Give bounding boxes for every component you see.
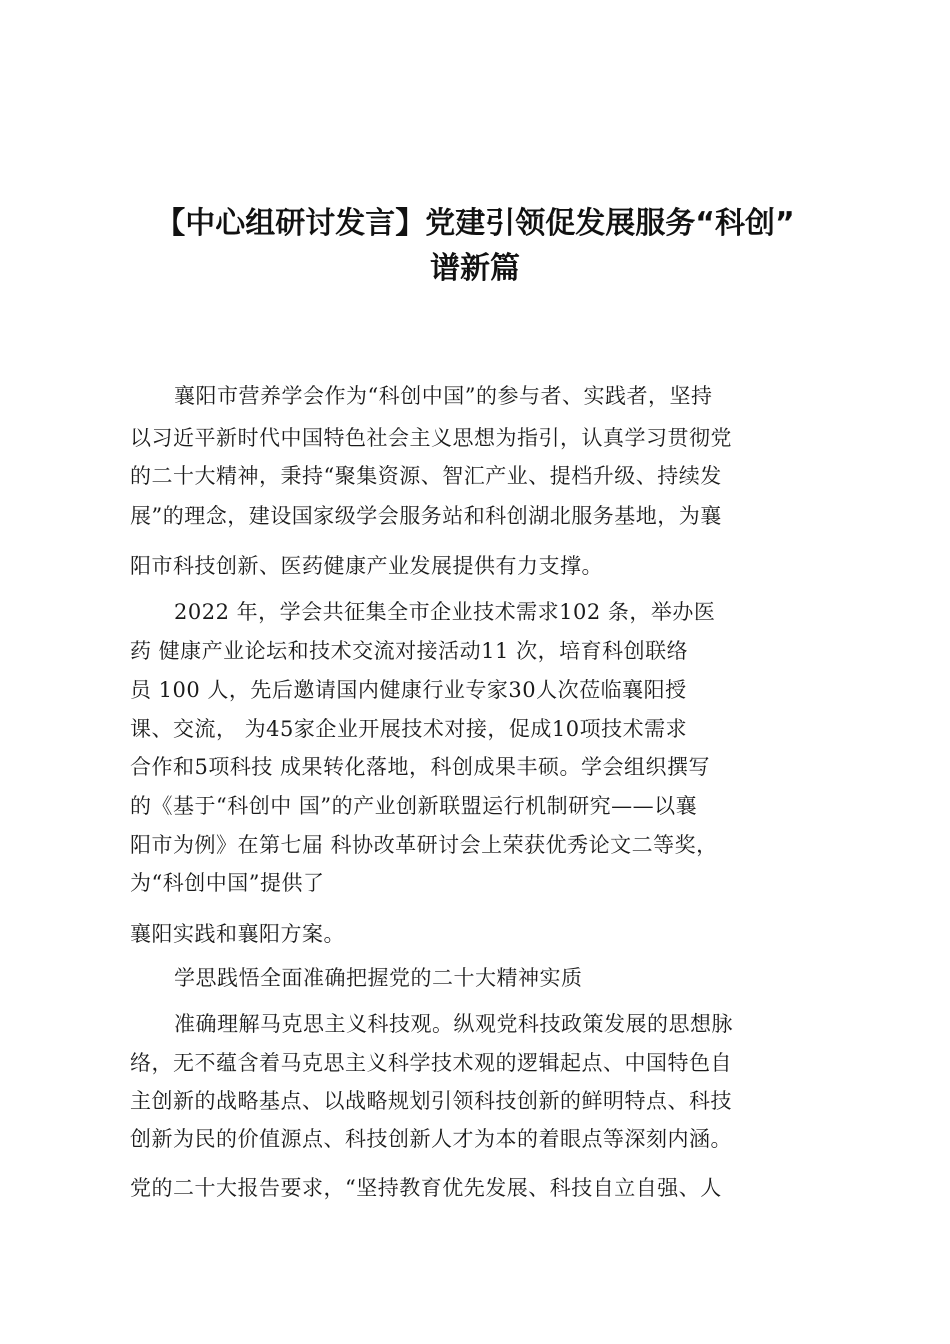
document-title-line-2: 谱新篇 bbox=[430, 251, 520, 286]
paragraph-1-line-2: 以习近平新时代中国特色社会主义思想为指引，认真学习贯彻党 bbox=[130, 426, 732, 450]
paragraph-2-line-1: 2022 年，学会共征集全市企业技术需求102 条，举办医 bbox=[174, 600, 716, 624]
paragraph-4-line-3: 主创新的战略基点、以战略规划引领科技创新的鲜明特点、科技 bbox=[130, 1089, 732, 1113]
paragraph-1-line-1: 襄阳市营养学会作为“科创中国”的参与者、实践者，坚持 bbox=[174, 384, 713, 408]
paragraph-4-line-4: 创新为民的价值源点、科技创新人才为本的着眼点等深刻内涵。 bbox=[130, 1127, 732, 1151]
paragraph-1-line-4: 展”的理念，建设国家级学会服务站和科创湖北服务基地，为襄 bbox=[130, 504, 722, 528]
paragraph-2-line-2: 药 健康产业论坛和技术交流对接活动11 次，培育科创联络 bbox=[130, 639, 689, 663]
paragraph-1-line-3: 的二十大精神，秉持“聚集资源、智汇产业、提档升级、持续发 bbox=[130, 464, 722, 488]
paragraph-2-line-6: 的《基于“科创中 国”的产业创新联盟运行机制研究——以襄 bbox=[130, 794, 698, 818]
paragraph-2-line-4: 课、交流， 为45家企业开展技术对接，促成10项技术需求 bbox=[130, 717, 688, 741]
paragraph-3-line-1: 襄阳实践和襄阳方案。 bbox=[130, 922, 345, 946]
document-title-line-1: 【中心组研讨发言】党建引领促发展服务“科创” bbox=[155, 206, 795, 241]
paragraph-2-line-8: 为“科创中国”提供了 bbox=[130, 871, 325, 895]
paragraph-2-line-3: 员 100 人，先后邀请国内健康行业专家30人次莅临襄阳授 bbox=[130, 678, 687, 702]
paragraph-4-line-2: 络，无不蕴含着马克思主义科学技术观的逻辑起点、中国特色自 bbox=[130, 1051, 732, 1075]
paragraph-2-line-5: 合作和5项科技 成果转化落地，科创成果丰硕。学会组织撰写 bbox=[130, 755, 711, 779]
paragraph-4-line-1: 准确理解马克思主义科技观。纵观党科技政策发展的思想脉 bbox=[174, 1012, 733, 1036]
paragraph-4-line-5: 党的二十大报告要求，“坚持教育优先发展、科技自立自强、人 bbox=[130, 1176, 722, 1200]
paragraph-1-line-5: 阳市科技创新、医药健康产业发展提供有力支撑。 bbox=[130, 554, 603, 578]
section-heading: 学思践悟全面准确把握党的二十大精神实质 bbox=[174, 966, 583, 990]
paragraph-2-line-7: 阳市为例》在第七届 科协改革研讨会上荣获优秀论文二等奖， bbox=[130, 833, 718, 857]
